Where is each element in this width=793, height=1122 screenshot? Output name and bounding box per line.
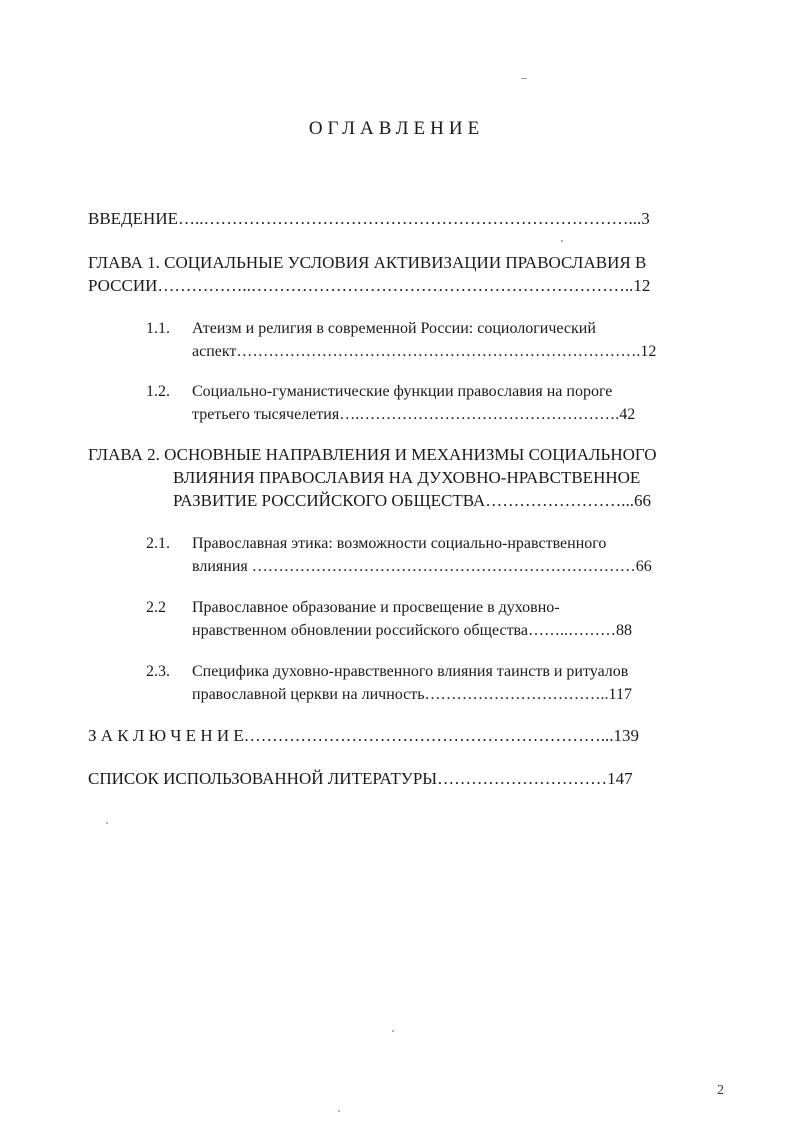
toc-entry-chapter2-line3: РАЗВИТИЕ РОССИЙСКОГО ОБЩЕСТВА……………………...66: [173, 491, 651, 510]
toc-entry-2-2-line1: Православное образование и просвещение в духовно-: [192, 599, 560, 616]
toc-entry-1-1-line2: аспект………………………………………………………………….12: [192, 343, 657, 360]
toc-entry-2-1-line1: Православная этика: возможности социально-нравственного: [192, 535, 607, 552]
toc-number-2-3: 2.3.: [146, 663, 170, 680]
toc-number-1-1: 1.1.: [146, 320, 170, 337]
toc-entry-chapter2-line2: ВЛИЯНИЯ ПРАВОСЛАВИЯ НА ДУХОВНО-НРАВСТВЕННОЕ: [173, 468, 641, 487]
scan-speck: [338, 1110, 340, 1112]
toc-entry-intro: ВВЕДЕНИЕ…..…………………………………………………………………...3: [88, 209, 650, 228]
toc-entry-2-1-line2: влияния ………………………………………………………………66: [192, 558, 652, 575]
scan-speck: [106, 822, 108, 824]
toc-entry-1-1-line1: Атеизм и религия в современной России: социологический: [192, 320, 596, 337]
toc-entry-conclusion: З А К Л Ю Ч Е Н И Е………………………………………………………...139: [88, 726, 640, 745]
toc-number-2-2: 2.2: [146, 599, 166, 616]
toc-entry-1-2-line1: Социально-гуманистические функции православия на пороге: [192, 383, 613, 400]
scan-speck: [561, 240, 563, 242]
toc-entry-2-2-line2: нравственном обновлении российского общества……..………88: [192, 622, 632, 639]
toc-entry-chapter1-line2: РОССИИ……………..…………………………………………………………..12: [88, 276, 651, 295]
toc-title: ОГЛАВЛЕНИЕ: [308, 118, 485, 139]
toc-entry-2-3-line2: православной церкви на личность……………………………..117: [192, 686, 632, 703]
page-number: 2: [717, 1083, 724, 1098]
toc-entry-1-2-line2: третьего тысячелетия….………………………………………….42: [192, 406, 636, 423]
scan-speck: [521, 78, 527, 79]
toc-number-2-1: 2.1.: [146, 535, 170, 552]
toc-entry-chapter1-line1: ГЛАВА 1. СОЦИАЛЬНЫЕ УСЛОВИЯ АКТИВИЗАЦИИ ПРАВОСЛАВИЯ В: [88, 253, 647, 272]
toc-entry-2-3-line1: Специфика духовно-нравственного влияния таинств и ритуалов: [192, 663, 629, 680]
toc-number-1-2: 1.2.: [146, 383, 170, 400]
toc-entry-bibliography: СПИСОК ИСПОЛЬЗОВАННОЙ ЛИТЕРАТУРЫ…………………………147: [88, 769, 633, 788]
toc-entry-chapter2-line1: ГЛАВА 2. ОСНОВНЫЕ НАПРАВЛЕНИЯ И МЕХАНИЗМЫ СОЦИАЛЬНОГО: [88, 445, 657, 464]
scan-speck: [392, 1030, 394, 1032]
